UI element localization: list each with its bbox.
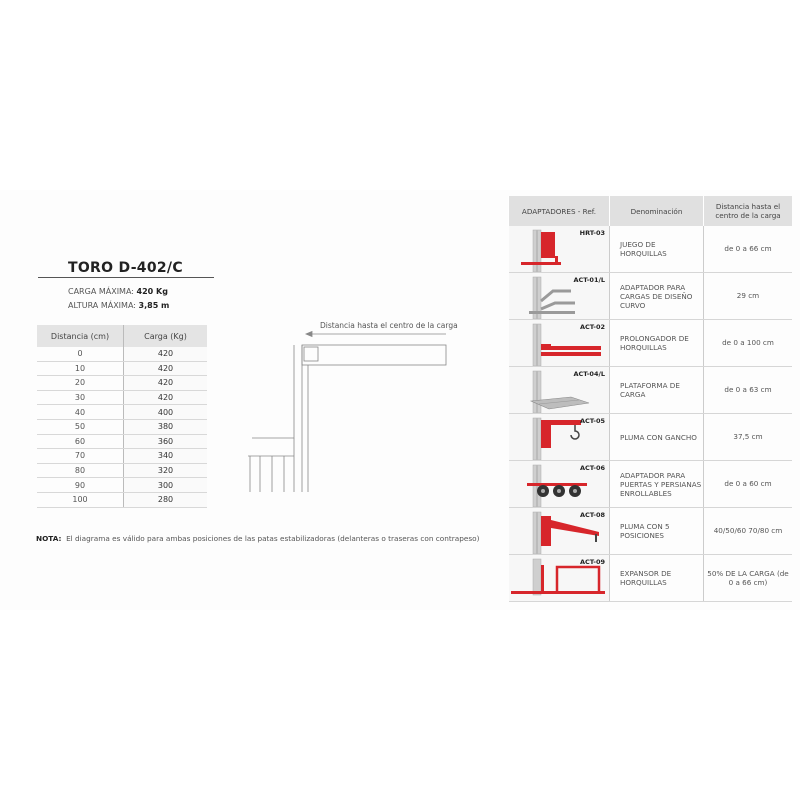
load-cell: 280 [124,492,208,507]
distance-cell: 90 [37,478,124,493]
load-table-row [37,478,207,493]
load-table-row [37,347,207,361]
adapter-ref: ACT-04/L [573,370,605,378]
load-table-row [37,419,207,434]
note-text: El diagrama es válido para ambas posiciones de las patas estabilizadoras (delanteras o traseras con contrapeso) [66,534,480,543]
distance-cell: 30 [37,390,124,405]
adapter-distance: 50% DE LA CARGA (de 0 a 66 cm) [704,555,793,602]
adapter-name: PLUMA CON GANCHO [610,414,704,461]
adapter-row [509,273,793,320]
load-cell: 420 [124,361,208,376]
distance-cell: 40 [37,405,124,420]
load-table-row [37,405,207,420]
diagram-arrow-head [306,332,312,337]
adapter-image [509,555,610,602]
adapter-ref: ACT-06 [579,464,605,472]
adapter-name: ADAPTADOR PARA PUERTAS Y PERSIANAS ENROLLABLES [610,461,704,508]
load-cell: 360 [124,434,208,449]
adapter-ref: ACT-05 [579,417,605,425]
load-table-row [37,390,207,405]
distance-cell: 0 [37,347,124,361]
load-header: Carga (Kg) [124,325,208,347]
max-height-value: 3,85 m [138,301,170,310]
adapter-image [509,367,610,414]
distance-cell: 50 [37,419,124,434]
adapter-row [509,508,793,555]
adapter-distance: 37,5 cm [704,414,793,461]
note-label: NOTA: [36,534,62,543]
adapter-row [509,226,793,273]
load-cell: 300 [124,478,208,493]
distance-header: Distancia (cm) [37,325,124,347]
adapter-distance: 40/50/60 70/80 cm [704,508,793,555]
diagram-load-arm [302,345,446,365]
load-cell: 380 [124,419,208,434]
title-divider [38,277,214,278]
adapter-image [509,320,610,367]
distance-cell: 100 [37,492,124,507]
distance-cell: 80 [37,463,124,478]
adapter-image [509,508,610,555]
adapter-ref: ACT-08 [579,511,605,519]
load-cell: 400 [124,405,208,420]
load-cell: 420 [124,376,208,391]
adapter-ref: HRT-03 [579,229,605,237]
distance-cell: 10 [37,361,124,376]
adapter-name: PLUMA CON 5 POSICIONES [610,508,704,555]
adapter-distance: de 0 a 100 cm [704,320,793,367]
load-cell: 340 [124,449,208,464]
adapter-row [509,555,793,602]
max-load-label: CARGA MÁXIMA: [68,287,134,296]
note [36,534,479,543]
load-table-row [37,361,207,376]
load-distance-diagram [236,318,456,498]
adapter-image [509,461,610,508]
load-table-row [37,376,207,391]
adapters-name-header: Denominación [610,196,704,226]
adapters-distance-header: Distancia hasta el centro de la carga [704,196,793,226]
adapter-ref: ACT-02 [579,323,605,331]
adapter-distance: de 0 a 60 cm [704,461,793,508]
load-cell: 420 [124,390,208,405]
diagram-mast-outer [252,345,294,438]
adapter-distance: de 0 a 66 cm [704,226,793,273]
max-height-label: ALTURA MÁXIMA: [68,301,136,310]
product-title: TORO D-402/C [68,260,183,276]
load-table [37,325,207,508]
adapter-ref: ACT-01/L [573,276,605,284]
adapter-name: ADAPTADOR PARA CARGAS DE DISEÑO CURVO [610,273,704,320]
distance-cell: 60 [37,434,124,449]
adapter-name: EXPANSOR DE HORQUILLAS [610,555,704,602]
max-load-spec [68,287,168,296]
adapters-table [508,196,792,602]
max-load-value: 420 Kg [136,287,168,296]
adapter-row [509,461,793,508]
load-table-header [37,325,207,347]
adapters-ref-header: ADAPTADORES - Ref. [509,196,610,226]
adapter-row [509,414,793,461]
adapter-ref: ACT-09 [579,558,605,566]
adapter-name: PLATAFORMA DE CARGA [610,367,704,414]
adapters-header [509,196,793,226]
adapter-name: PROLONGADOR DE HORQUILLAS [610,320,704,367]
adapter-row [509,367,793,414]
adapter-image [509,226,610,273]
load-table-row [37,434,207,449]
adapter-row [509,320,793,367]
load-cell: 420 [124,347,208,361]
adapter-image [509,273,610,320]
load-cell: 320 [124,463,208,478]
load-table-row [37,463,207,478]
distance-cell: 70 [37,449,124,464]
diagram-load-block [304,347,318,361]
adapter-image [509,414,610,461]
load-table-row [37,492,207,507]
adapter-name: JUEGO DE HORQUILLAS [610,226,704,273]
distance-cell: 20 [37,376,124,391]
max-height-spec [68,301,169,310]
diagram-label: Distancia hasta el centro de la carga [320,321,458,330]
adapter-distance: 29 cm [704,273,793,320]
load-table-row [37,449,207,464]
adapter-distance: de 0 a 63 cm [704,367,793,414]
